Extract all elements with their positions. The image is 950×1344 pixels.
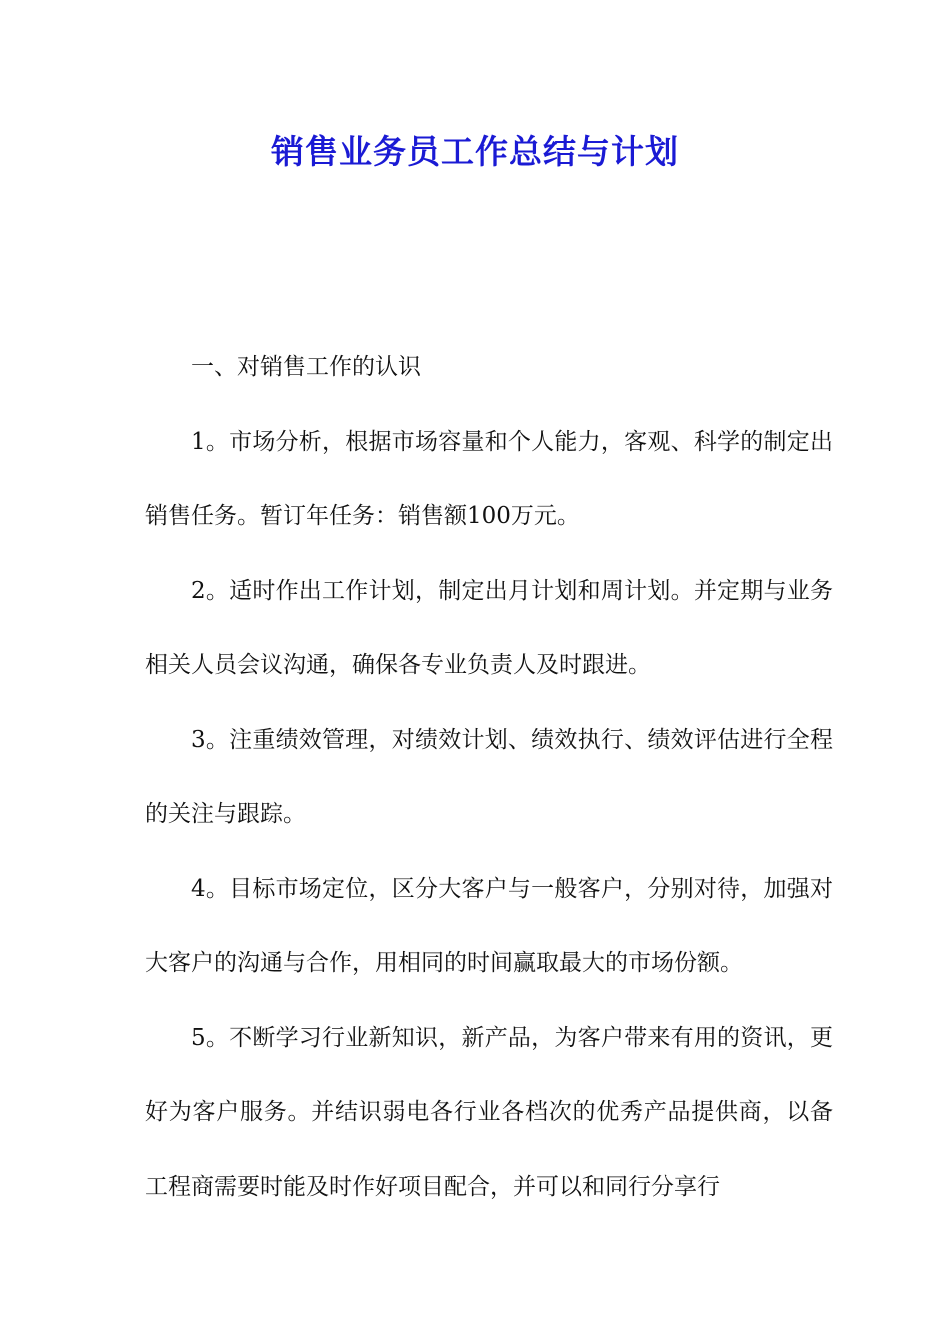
section-heading: 一、对销售工作的认识 — [191, 354, 421, 380]
paragraph-4: 4。目标市场定位，区分大客户与一般客户，分别对待，加强对大客户的沟通与合作，用相同的时间赢取最大的市场份额。 — [145, 875, 833, 976]
paragraph-5: 5。不断学习行业新知识，新产品，为客户带来有用的资讯，更好为客户服务。并结识弱电各行业各档次的优秀产品提供商，以备工程商需要时能及时作好项目配合，并可以和同行分享行 — [145, 1024, 833, 1200]
paragraph-2: 2。适时作出工作计划，制定出月计划和周计划。并定期与业务相关人员会议沟通，确保各专业负责人及时跟进。 — [145, 577, 833, 678]
document-title: 销售业务员工作总结与计划 — [271, 132, 679, 171]
paragraph-1: 1。市场分析，根据市场容量和个人能力，客观、科学的制定出销售任务。暂订年任务：销售额100万元。 — [145, 428, 833, 529]
paragraph-3: 3。注重绩效管理，对绩效计划、绩效执行、绩效评估进行全程的关注与跟踪。 — [145, 726, 833, 827]
document-body — [145, 330, 833, 1224]
